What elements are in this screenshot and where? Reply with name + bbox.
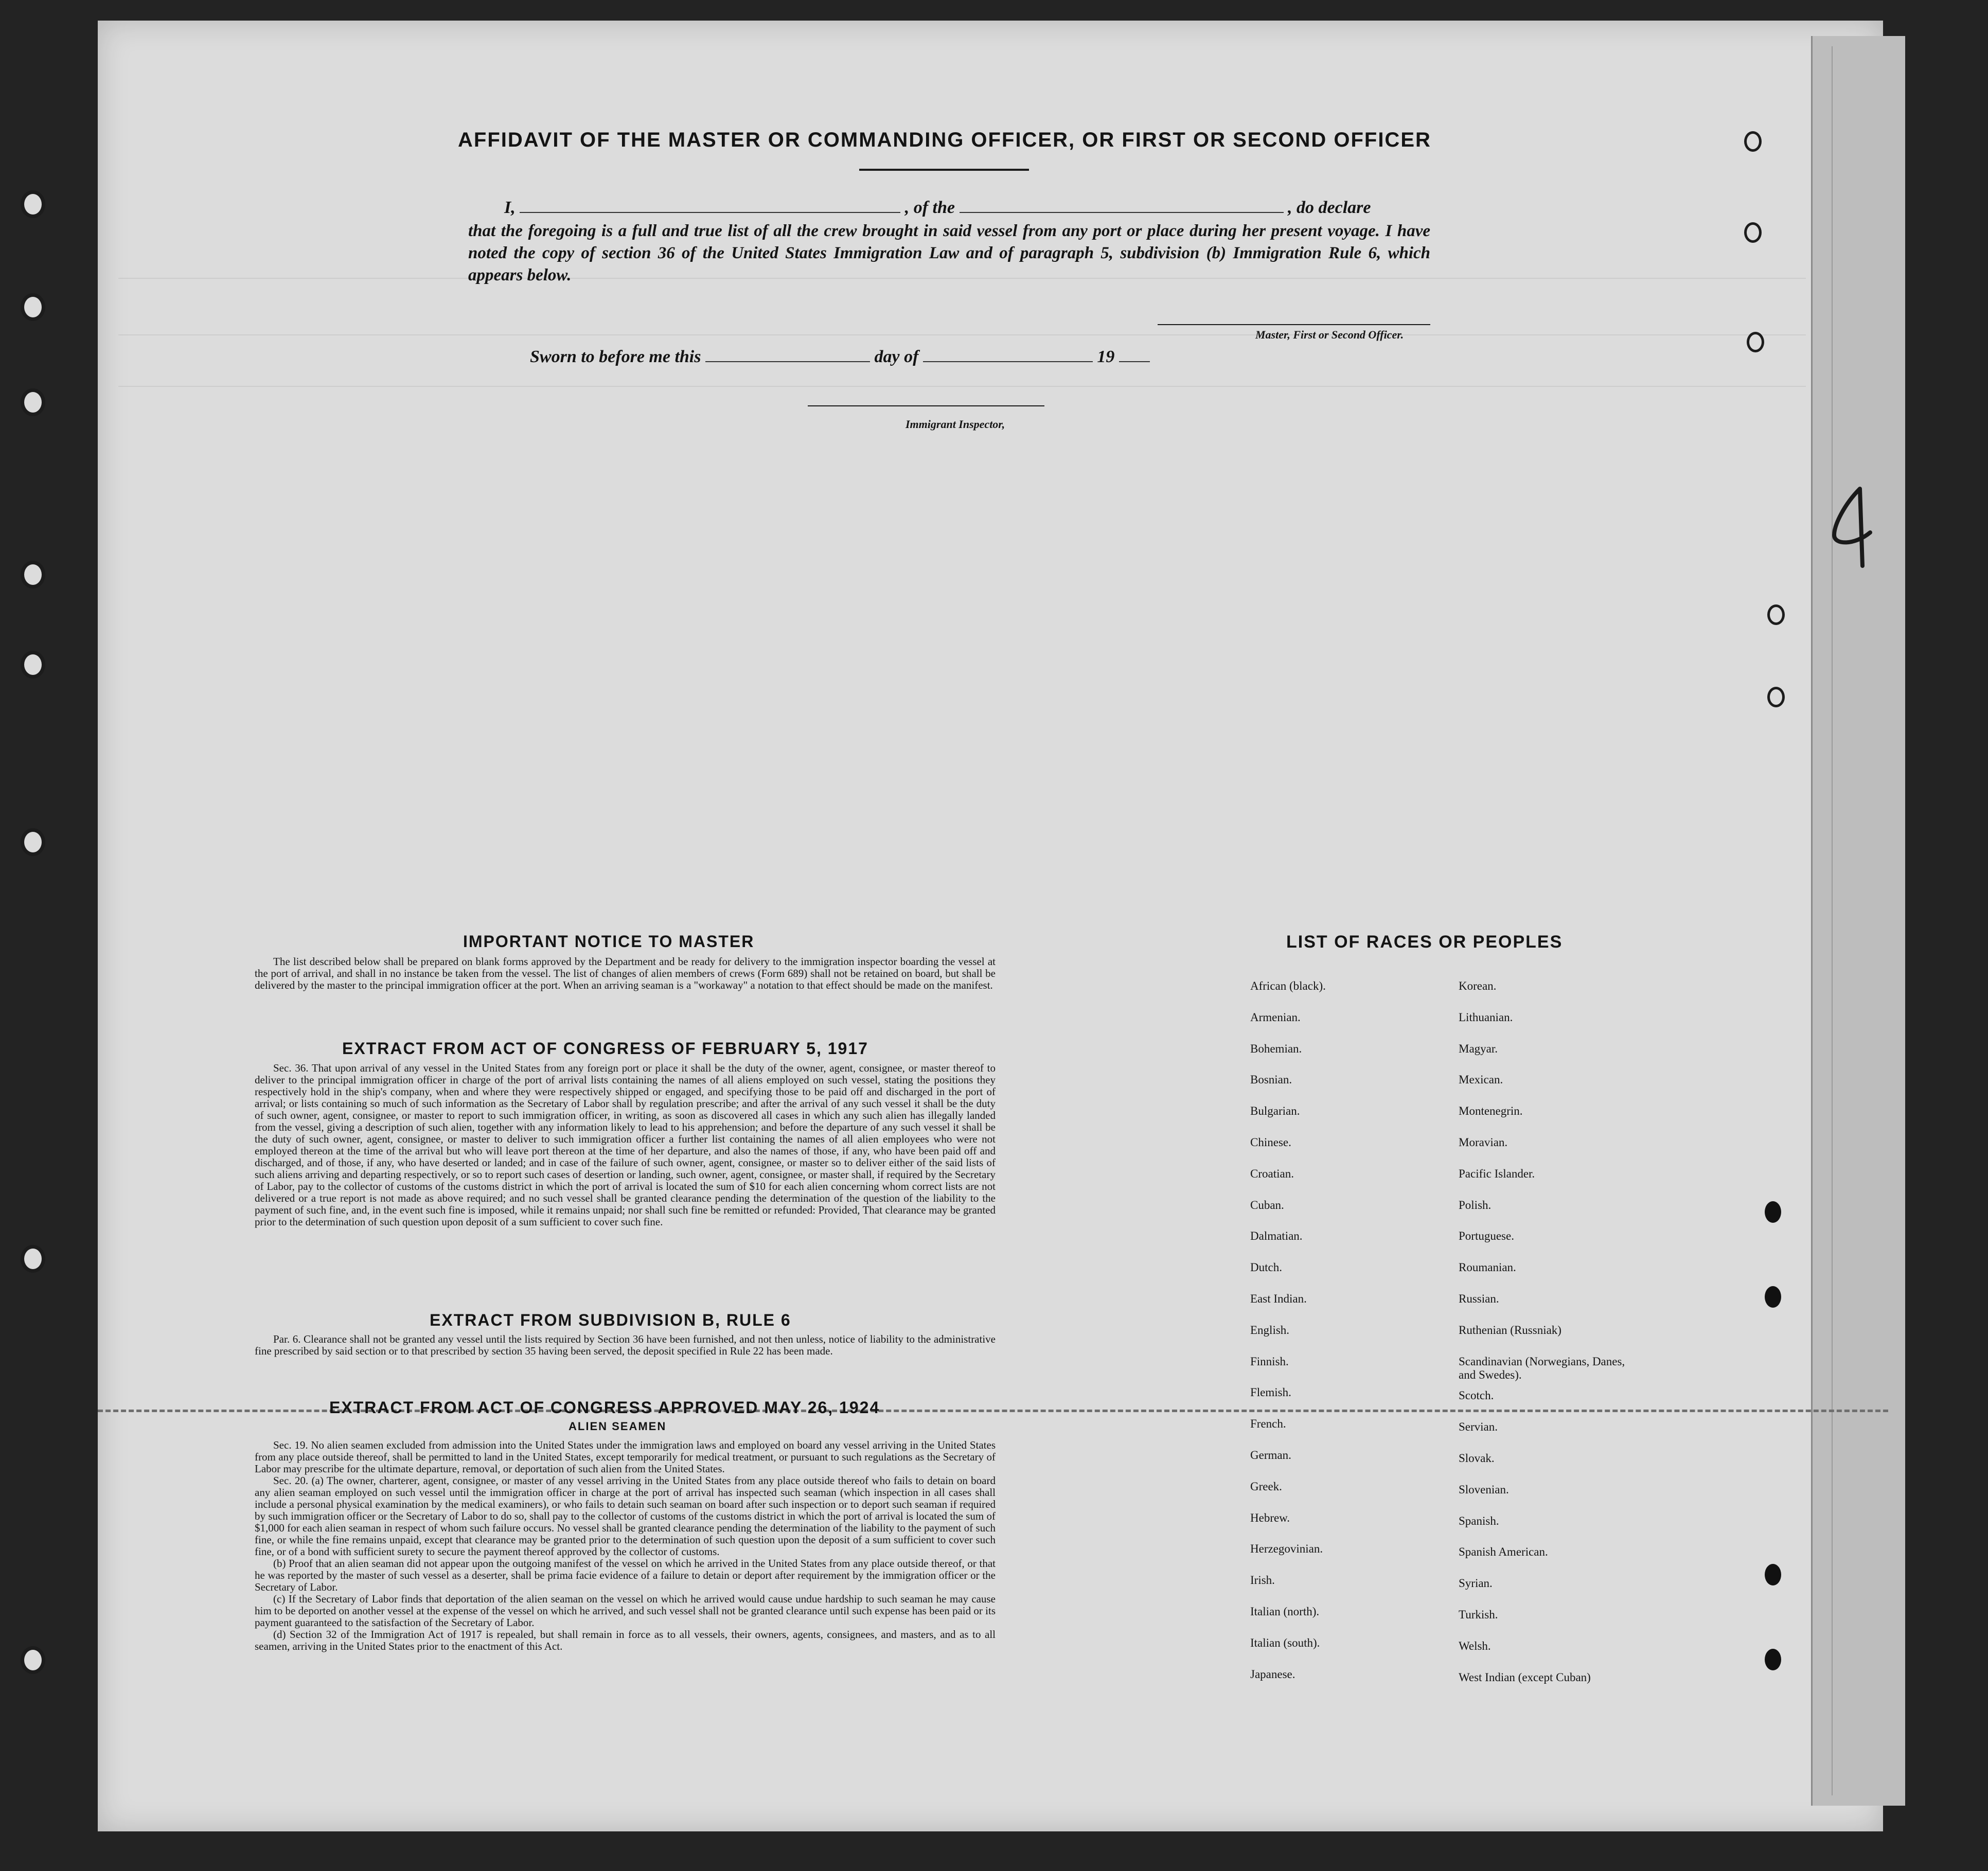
race-item: English. [1250, 1323, 1290, 1337]
race-item: Korean. [1459, 979, 1497, 992]
sec-20d-paragraph: (d) Section 32 of the Immigration Act of 1917 is repealed, but shall remain in force as to all vessels, their owners, agents, consignees, and masters, and as to all seamen, arriving in the United States prior to the enactment of this Act. [255, 1628, 996, 1652]
race-item: Croatian. [1250, 1167, 1294, 1180]
race-item: Spanish. [1459, 1514, 1499, 1527]
par-6-paragraph: Par. 6. Clearance shall not be granted any vessel until the lists required by Section 36 have been furnished, and not then unless, notice of liability to the administrative fine prescribed by said section or to that prescribed by section 35 having been served, the deposit specified in Rule 22 has been made. [255, 1333, 996, 1357]
race-item: Bohemian. [1250, 1042, 1302, 1055]
bleed-line [118, 386, 1806, 387]
alien-seamen-subtitle: ALIEN SEAMEN [569, 1420, 667, 1433]
affidavit-declare: , do declare [1288, 198, 1371, 217]
day-of-text: day of [874, 347, 919, 366]
race-item: Polish. [1459, 1198, 1492, 1211]
extract-1924-title: EXTRACT FROM ACT OF CONGRESS APPROVED MAY 26, 1924 [329, 1398, 880, 1417]
race-item: Greek. [1250, 1480, 1282, 1493]
race-item: Hebrew. [1250, 1511, 1290, 1524]
race-item: Montenegrin. [1459, 1104, 1523, 1118]
affidavit-line-1 [504, 198, 1371, 218]
binder-hole [1744, 131, 1762, 152]
bleed-line [118, 334, 1806, 335]
race-item: Flemish. [1250, 1386, 1291, 1399]
day-blank [705, 361, 870, 362]
affidavit-body: that the foregoing is a full and true list of all the crew brought in said vessel from any port or place during her present voyage. I have noted the copy of section 36 of the United States Immigration Law and of paragraph 5, subdivision (b) Immigration Rule 6, which appears below. [468, 222, 1430, 284]
inspector-caption: Immigrant Inspector, [906, 418, 1005, 431]
binder-hole [21, 1245, 45, 1273]
sec-36-paragraph: Sec. 36. That upon arrival of any vessel in the United States from any foreign port or place it shall be the duty of the owner, agent, consignee, or master thereof to deliver to the principal immigration officer in charge of the port of arrival lists containing the names of all aliens employed on such vessel, stating the positions they respectively hold in the ship's company, when and where they were respectively shipped or engaged, and specifying those to be paid off and discharged in the port of arrival; or lists containing so much of such information as the Secretary of Labor shall by regulation prescribe; and after the arrival of any such vessel it shall be the duty of such owner, agent, consignee, or master to report to such immigration officer, in writing, as soon as discovered all cases in which any such alien has illegally landed from the vessel, giving a description of such alien, together with any information likely to lead to his apprehension; and before the departure of any such vessel it shall be the duty of such owner, agent, consignee, or master to deliver to such immigration officer a further list containing the names of all alien employees who were not employed thereon at the time of the arrival but who will leave port thereon at the time of her departure, and also the names of those, if any, who have been paid off and discharged, and of those, if any, who have deserted or landed; and in case of the failure of such owner, agent, consignee, or master so to deliver either of the said lists of such aliens arriving and departing respectively, or so to report such cases of desertion or landing, such owner, agent, consignee, or master shall, if required by the Secretary of Labor, pay to the collector of customs of the customs district in which the port of arrival is located the sum of $10 for each alien concerning whom correct lists are not delivered or a true report is not made as above required; and no such vessel shall be granted clearance pending the determination of the question of the liability to the payment of such fine, and, in the event such fine is imposed, while it remains unpaid; nor shall such fine be remitted or refunded: Provided, That clearance may be granted prior to the determination of such question upon deposit of a sum sufficient to cover such fine. [255, 1062, 996, 1228]
race-item: German. [1250, 1449, 1291, 1462]
binder-hole [21, 651, 45, 679]
extract-1917-text [255, 1062, 996, 1228]
race-item: Bulgarian. [1250, 1104, 1300, 1118]
race-item: Japanese. [1250, 1667, 1295, 1681]
affidavit-i: I, [504, 198, 516, 217]
punch-hole [1765, 1286, 1781, 1308]
sec-20b-paragraph: (b) Proof that an alien seaman did not appear upon the outgoing manifest of the vessel on which he arrived in the United States from any place outside thereof, or that he was reported by the master of such vessel as a deserter, shall be prima facie evidence of a failure to detain or deport after requirement by the immigration officer or the Secretary of Labor. [255, 1557, 996, 1593]
inspector-line [808, 405, 1044, 406]
binder-hole [21, 561, 45, 589]
race-item: West Indian (except Cuban) [1459, 1670, 1591, 1684]
race-item: East Indian. [1250, 1292, 1307, 1305]
race-item: Irish. [1250, 1574, 1275, 1587]
race-item: Spanish American. [1459, 1545, 1548, 1559]
binder-hole [21, 190, 45, 218]
race-item: Scandinavian (Norwegians, Danes, and Swedes). [1459, 1355, 1625, 1381]
sec-20a-paragraph: Sec. 20. (a) The owner, charterer, agent, consignee, or master of any vessel arriving in the United States from any place outside thereof who fails to detain on board any alien seaman employed on such vessel until the immigration officer in charge at the port of arrival has inspected such seaman (which inspection in all cases shall include a personal physical examination by the medical examiners), or who fails to detain such seaman on board after such inspection or to deport such seaman if required by such immigration officer or the Secretary of Labor to do so, shall pay to the collector of customs of the customs district in which the port of arrival is located the sum of $1,000 for each alien seaman in respect of whom such failure occurs. No vessel shall be granted clearance pending the determination of the liability to the payment of such fine, or while the fine remains unpaid, except that clearance may be granted prior to the determination of such question upon the deposit of a sum sufficient to cover such fine, or of a bond with sufficient surety to secure the payment thereof approved by the collector of customs. [255, 1474, 996, 1558]
race-item: Ruthenian (Russniak) [1459, 1323, 1561, 1337]
signature-line [1158, 324, 1430, 325]
handwritten-mark [1824, 484, 1886, 571]
sec-20c-paragraph: (c) If the Secretary of Labor finds that deportation of the alien seaman on the vessel on which he arrived would cause undue hardship to such seaman he may cause him to be deported on another vessel at the expense of the vessel on which he arrived, and such vessel shall not be granted clearance until such expense has been paid or its payment guaranteed to the satisfaction of the Secretary of Labor. [255, 1593, 996, 1629]
race-item: Lithuanian. [1459, 1010, 1513, 1024]
race-item: French. [1250, 1417, 1286, 1431]
year-prefix: 19 [1097, 347, 1115, 366]
race-item: African (black). [1250, 979, 1326, 992]
race-item: Servian. [1459, 1420, 1498, 1434]
punch-hole [1765, 1649, 1781, 1670]
affidavit-of-the: , of the [904, 198, 955, 217]
sworn-line [530, 347, 1150, 367]
binder-hole [1747, 332, 1764, 352]
race-item: Cuban. [1250, 1198, 1284, 1211]
extract-rule6-text [255, 1333, 996, 1357]
race-item: Pacific Islander. [1459, 1167, 1535, 1180]
master-caption: Master, First or Second Officer. [1255, 328, 1404, 341]
affidavit-title: AFFIDAVIT OF THE MASTER OR COMMANDING OFFICER, OR FIRST OR SECOND OFFICER [458, 129, 1431, 151]
binder-hole [21, 293, 45, 321]
race-item: Magyar. [1459, 1042, 1498, 1055]
extract-1917-title: EXTRACT FROM ACT OF CONGRESS OF FEBRUARY 5, 1917 [342, 1039, 868, 1058]
race-item: Finnish. [1250, 1355, 1289, 1368]
month-blank [923, 361, 1093, 362]
race-item: Italian (north). [1250, 1605, 1320, 1618]
binder-hole [21, 828, 45, 856]
notice-title: IMPORTANT NOTICE TO MASTER [463, 932, 755, 951]
race-item: Dutch. [1250, 1261, 1282, 1274]
title-rule [859, 169, 1029, 171]
race-item: Moravian. [1459, 1136, 1508, 1149]
binder-hole [1744, 222, 1762, 243]
vessel-blank [960, 212, 1284, 213]
race-item: Russian. [1459, 1292, 1499, 1305]
race-item: Mexican. [1459, 1073, 1503, 1086]
extract-1924-text [255, 1439, 996, 1652]
race-item: Italian (south). [1250, 1636, 1320, 1649]
race-item: Scotch. [1459, 1389, 1494, 1402]
punch-hole [1765, 1564, 1781, 1585]
punch-hole [1765, 1201, 1781, 1223]
races-title: LIST OF RACES OR PEOPLES [1286, 932, 1563, 952]
name-blank [520, 212, 900, 213]
race-item: Turkish. [1459, 1608, 1498, 1621]
binder-hole [21, 388, 45, 416]
race-item: Dalmatian. [1250, 1229, 1303, 1243]
race-item: Welsh. [1459, 1639, 1491, 1652]
year-blank [1119, 361, 1150, 362]
race-item: Slovenian. [1459, 1483, 1509, 1496]
race-item: Roumanian. [1459, 1261, 1516, 1274]
race-item: Bosnian. [1250, 1073, 1292, 1086]
race-item: Portuguese. [1459, 1229, 1514, 1243]
race-item: Chinese. [1250, 1136, 1291, 1149]
race-item: Slovak. [1459, 1452, 1495, 1465]
extract-rule6-title: EXTRACT FROM SUBDIVISION B, RULE 6 [430, 1311, 791, 1329]
notice-text [255, 956, 996, 991]
binder-hole [1767, 687, 1785, 707]
race-item: Armenian. [1250, 1010, 1301, 1024]
sworn-text: Sworn to before me this [530, 347, 701, 366]
race-item: Syrian. [1459, 1577, 1493, 1590]
page-edge-inner [1832, 46, 1905, 1795]
race-item: Herzegovinian. [1250, 1542, 1323, 1556]
binder-hole [1767, 604, 1785, 625]
notice-paragraph: The list described below shall be prepared on blank forms approved by the Department and be ready for delivery to the immigration inspector boarding the vessel at the port of arrival, and shall in no instance be taken from the vessel. The list of changes of alien members of crews (Form 689) shall not be retained on board, but shall be delivered by the master to the principal immigration officer at the port. When an arriving seaman is a "workaway" a notation to that effect should be made on the manifest. [255, 955, 996, 991]
binder-hole [21, 1646, 45, 1674]
sec-19-paragraph: Sec. 19. No alien seamen excluded from admission into the United States under the immigration laws and employed on board any vessel arriving in the United States from any place outside thereof, shall be permitted to land in the United States, except temporarily for medical treatment, or pursuant to such regulations as the Secretary of Labor may prescribe for the ultimate departure, removal, or deportation of such alien from the United States. [255, 1439, 996, 1475]
